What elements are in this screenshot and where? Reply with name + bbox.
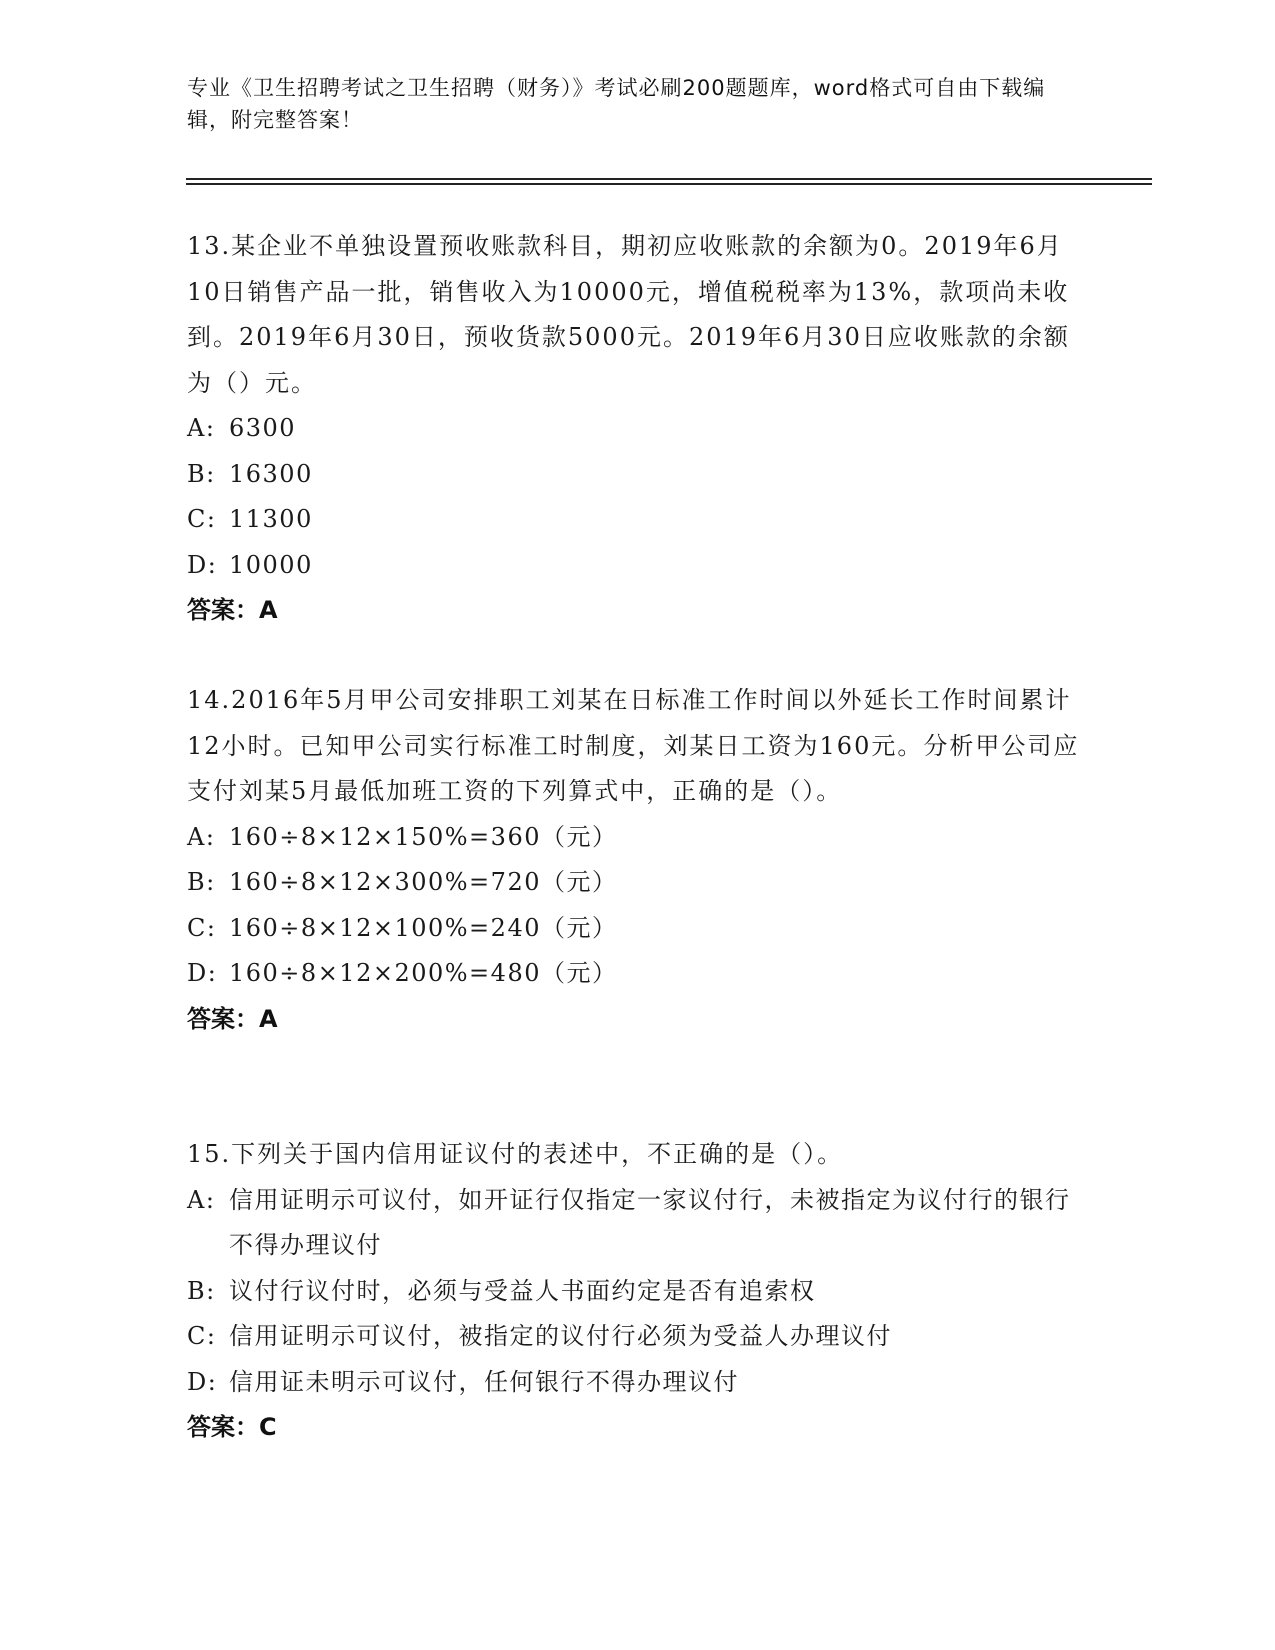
option-d [187,1360,1087,1406]
option-a [187,1178,1087,1269]
option-text: 10000 [229,550,313,579]
option-a [187,815,1087,861]
option-d [187,543,1087,589]
option-text: 信用证未明示可议付，任何银行不得办理议付 [229,1367,739,1396]
option-key: A: [187,1185,216,1214]
answer-line: 答案：A [187,1004,278,1033]
header-divider-bottom [186,183,1152,185]
option-b [187,1269,1087,1315]
option-text: 议付行议付时，必须与受益人书面约定是否有追索权 [229,1276,816,1305]
option-text: 信用证明示可议付，被指定的议付行必须为受益人办理议付 [229,1322,892,1350]
option-text: 160÷8×12×100%=240（元） [229,913,618,942]
answer-line: 答案：A [187,596,278,624]
option-text: 6300 [229,414,297,442]
option-d [187,951,1087,997]
option-text: 160÷8×12×300%=720（元） [229,868,618,896]
question-stem: 14.2016年5月甲公司安排职工刘某在日标准工作时间以外延长工作时间累计12小时。已知甲公司实行标准工时制度，刘某日工资为160元。分析甲公司应支付刘某5月最低加班工资的下列算式中，正确的是（）。 [187,686,1080,805]
option-text: 信用证明示可议付，如开证行仅指定一家议付行，未被指定为议付行的银行不得办理议付 [229,1185,1071,1259]
option-key: D: [187,550,218,579]
option-a [187,406,1087,452]
question-stem: 13.某企业不单独设置预收账款科目，期初应收账款的余额为0。2019年6月10日销售产品一批，销售收入为10000元，增值税税率为13%，款项尚未收到。2019年6月30日，预收货款5000元。2019年6月30日应收账款的余额为（）元。 [187,232,1070,397]
option-key: C: [187,505,217,533]
document-header: 专业《卫生招聘考试之卫生招聘（财务）》考试必刷200题题库，word格式可自由下载编辑，附完整答案！ [187,76,1046,132]
option-c [187,906,1087,952]
option-key: B: [187,1276,216,1305]
option-c [187,497,1087,543]
option-key: B: [187,459,216,488]
option-key: D: [187,1367,218,1396]
option-text: 11300 [229,505,313,533]
option-text: 160÷8×12×200%=480（元） [229,959,618,987]
option-key: C: [187,913,217,942]
header-divider-top [186,178,1152,180]
option-key: C: [187,1322,217,1350]
question-13 [187,224,1087,634]
answer-line: 答案：C [187,1413,277,1441]
option-c [187,1314,1087,1360]
option-key: D: [187,959,218,987]
option-b [187,860,1087,906]
option-text: 160÷8×12×150%=360（元） [229,822,618,851]
option-key: A: [187,414,216,442]
question-15 [187,1132,1087,1451]
option-text: 16300 [229,459,313,488]
option-b [187,452,1087,498]
question-14 [187,678,1087,1042]
option-key: B: [187,868,216,896]
question-stem: 15.下列关于国内信用证议付的表述中，不正确的是（）。 [187,1140,844,1168]
option-key: A: [187,822,216,851]
